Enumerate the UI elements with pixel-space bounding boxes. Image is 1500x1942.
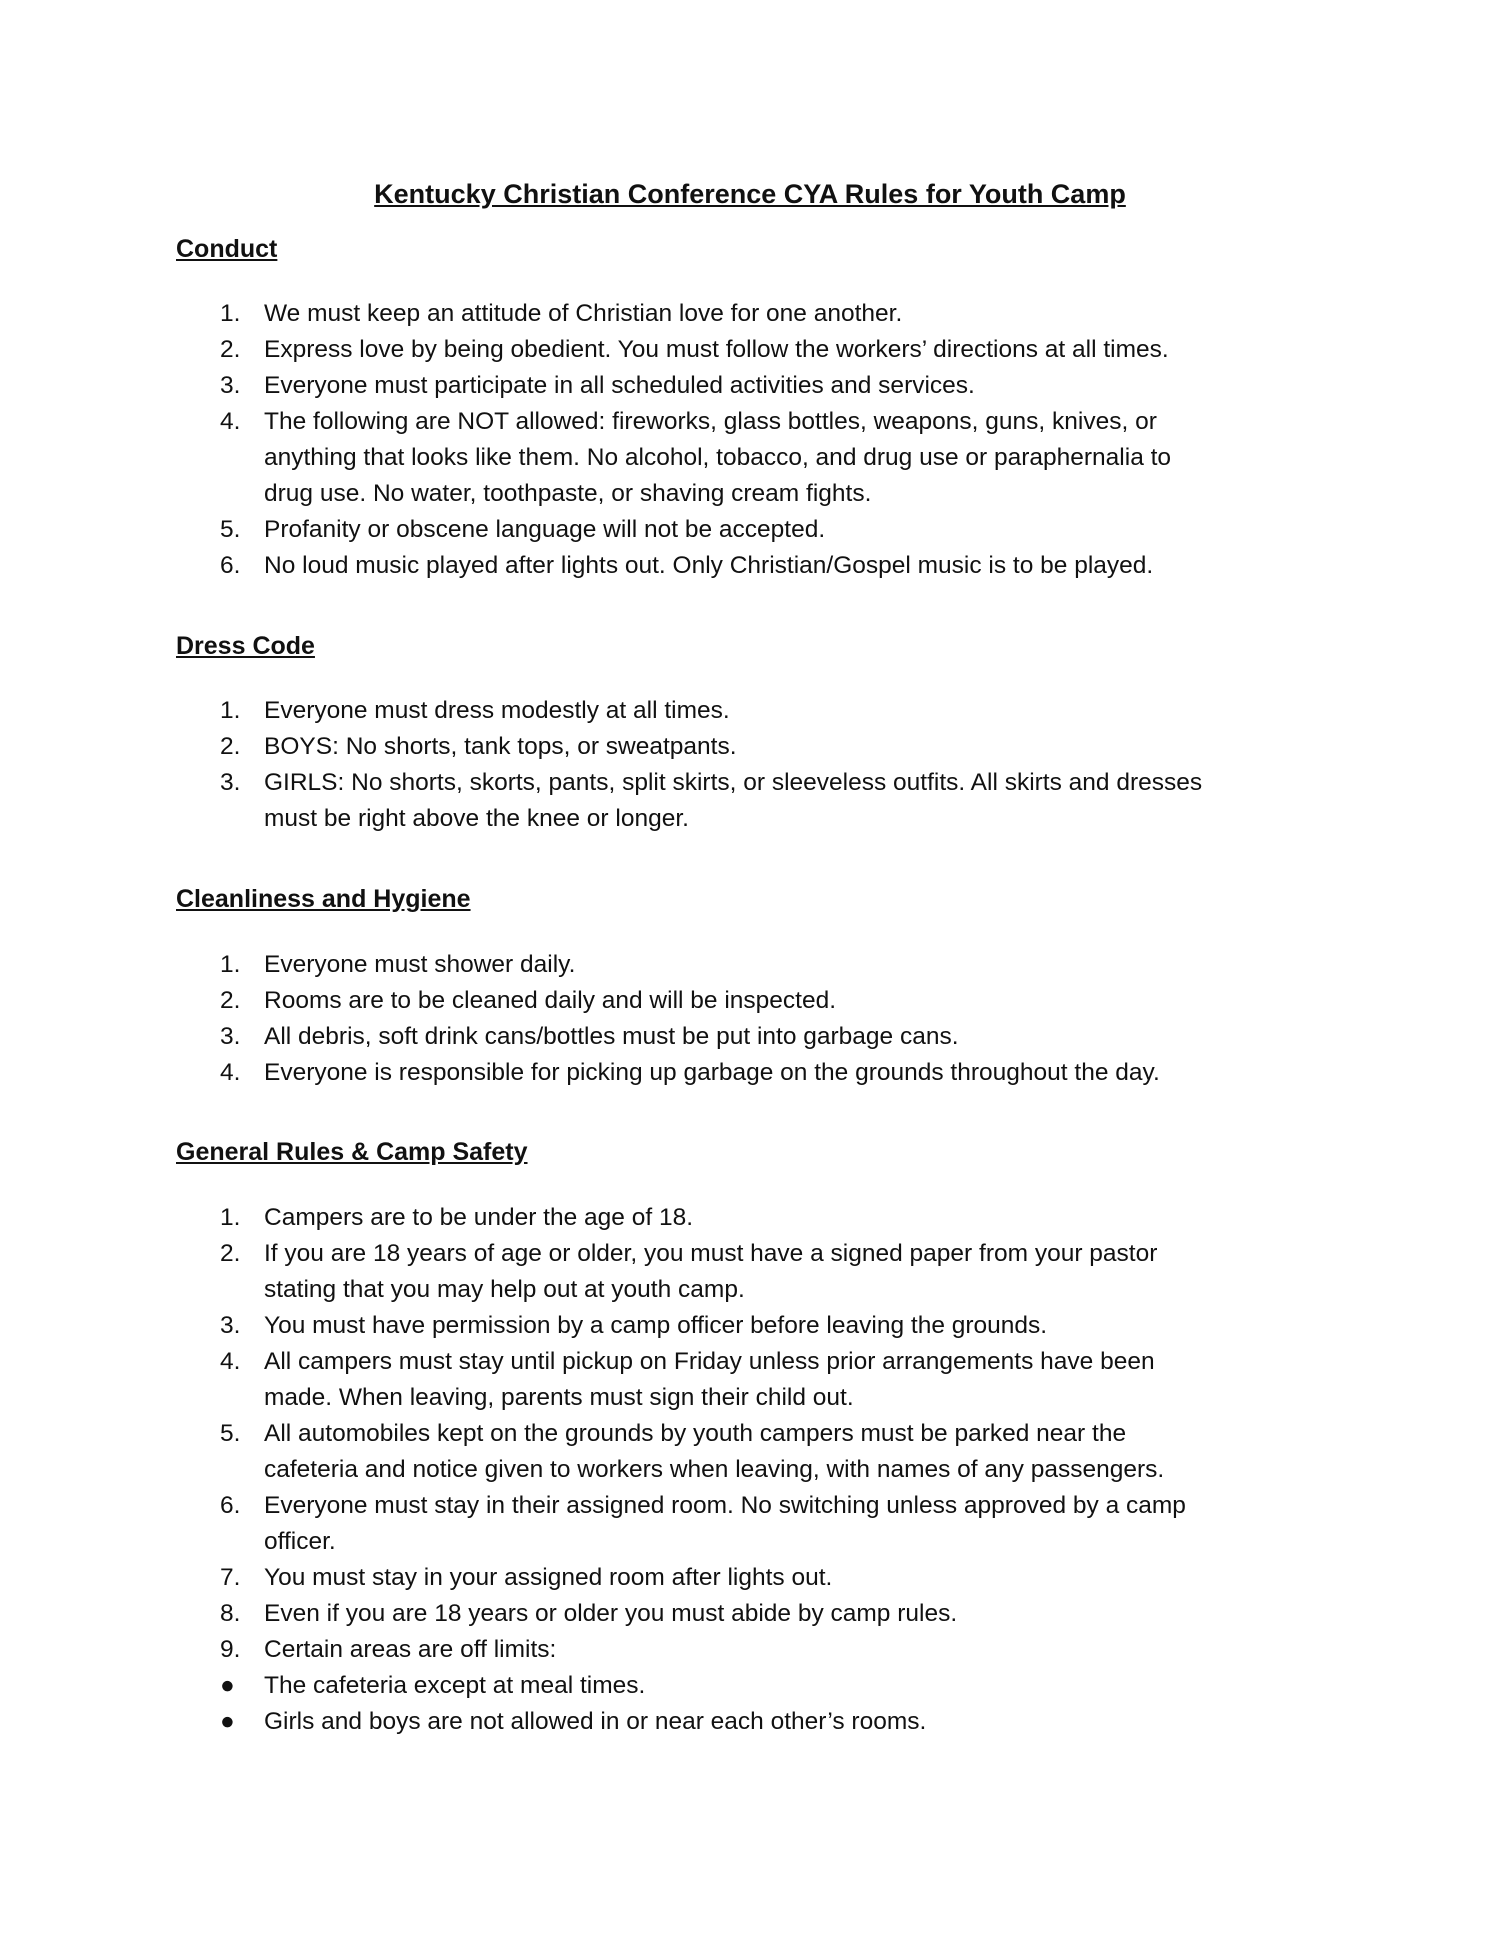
list-item-text: Certain areas are off limits:: [264, 1636, 557, 1663]
section-heading: Conduct: [176, 235, 278, 263]
list-item: [176, 1704, 1356, 1740]
list-number: 2.: [220, 987, 241, 1014]
list-number: 2.: [220, 733, 241, 760]
list-item-text: Profanity or obscene language will not be accepted.: [264, 516, 826, 543]
list-item-text: You must stay in your assigned room after lights out.: [264, 1564, 833, 1591]
list-item: [176, 296, 1356, 332]
rules-list: [176, 1200, 1356, 1740]
list-item-text: must be right above the knee or longer.: [264, 805, 689, 832]
list-item-text: If you are 18 years of age or older, you must have a signed paper from your pastor: [264, 1240, 1158, 1267]
list-item: [176, 1344, 1356, 1416]
list-item: [176, 512, 1356, 548]
list-item: [176, 983, 1356, 1019]
list-item: [176, 1488, 1356, 1560]
list-number: 1.: [220, 300, 241, 327]
bullet-icon: ●: [220, 1708, 235, 1735]
list-item: [176, 332, 1356, 368]
list-item-text: Campers are to be under the age of 18.: [264, 1204, 694, 1231]
list-item-text: Girls and boys are not allowed in or near each other’s rooms.: [264, 1708, 927, 1735]
list-number: 5.: [220, 516, 241, 543]
list-item: [176, 1200, 1356, 1236]
list-item: [176, 765, 1356, 837]
section-heading: Dress Code: [176, 632, 315, 660]
list-item: [176, 1055, 1356, 1091]
list-item-text: Even if you are 18 years or older you must abide by camp rules.: [264, 1600, 958, 1627]
list-item: [176, 693, 1356, 729]
list-item-text: All campers must stay until pickup on Friday unless prior arrangements have been: [264, 1348, 1155, 1375]
list-number: 6.: [220, 552, 241, 579]
list-number: 8.: [220, 1600, 241, 1627]
list-item: [176, 404, 1356, 512]
list-item: [176, 1596, 1356, 1632]
list-item-text: Rooms are to be cleaned daily and will be inspected.: [264, 987, 837, 1014]
list-number: 3.: [220, 372, 241, 399]
document-title: Kentucky Christian Conference CYA Rules for Youth Camp: [374, 179, 1126, 209]
list-number: 2.: [220, 1240, 241, 1267]
list-number: 5.: [220, 1420, 241, 1447]
section-heading: General Rules & Camp Safety: [176, 1138, 528, 1166]
list-item-text: Express love by being obedient. You must follow the workers’ directions at all times.: [264, 336, 1169, 363]
list-item: [176, 1632, 1356, 1668]
list-item: [176, 1560, 1356, 1596]
list-number: 4.: [220, 1059, 241, 1086]
rules-list: [176, 693, 1356, 837]
list-item: [176, 368, 1356, 404]
list-number: 7.: [220, 1564, 241, 1591]
list-number: 1.: [220, 697, 241, 724]
list-item-text: We must keep an attitude of Christian love for one another.: [264, 300, 903, 327]
list-item-text: Everyone must participate in all scheduled activities and services.: [264, 372, 975, 399]
list-number: 9.: [220, 1636, 241, 1663]
list-number: 3.: [220, 769, 241, 796]
list-number: 2.: [220, 336, 241, 363]
list-item-text: You must have permission by a camp officer before leaving the grounds.: [264, 1312, 1048, 1339]
list-item-text: The cafeteria except at meal times.: [264, 1672, 646, 1699]
list-item-text: All automobiles kept on the grounds by youth campers must be parked near the: [264, 1420, 1127, 1447]
list-item: [176, 1416, 1356, 1488]
rules-list: [176, 947, 1356, 1091]
list-item-text: anything that looks like them. No alcohol, tobacco, and drug use or paraphernalia to: [264, 444, 1172, 471]
list-item-text: officer.: [264, 1528, 336, 1555]
list-item-text: GIRLS: No shorts, skorts, pants, split skirts, or sleeveless outfits. All skirts and dresses: [264, 769, 1203, 796]
list-number: 4.: [220, 1348, 241, 1375]
list-number: 4.: [220, 408, 241, 435]
list-item: [176, 548, 1356, 584]
list-item-text: drug use. No water, toothpaste, or shaving cream fights.: [264, 480, 872, 507]
list-item-text: Everyone is responsible for picking up garbage on the grounds throughout the day.: [264, 1059, 1160, 1086]
list-item-text: BOYS: No shorts, tank tops, or sweatpants.: [264, 733, 737, 760]
list-item-text: Everyone must dress modestly at all times.: [264, 697, 730, 724]
list-item-text: All debris, soft drink cans/bottles must be put into garbage cans.: [264, 1023, 959, 1050]
list-item-text: cafeteria and notice given to workers when leaving, with names of any passengers.: [264, 1456, 1165, 1483]
list-item-text: Everyone must stay in their assigned room. No switching unless approved by a camp: [264, 1492, 1186, 1519]
list-item: [176, 729, 1356, 765]
list-number: 1.: [220, 951, 241, 978]
list-item-text: The following are NOT allowed: fireworks, glass bottles, weapons, guns, knives, or: [264, 408, 1157, 435]
list-item-text: made. When leaving, parents must sign their child out.: [264, 1384, 854, 1411]
list-number: 6.: [220, 1492, 241, 1519]
list-item: [176, 1308, 1356, 1344]
list-item: [176, 1019, 1356, 1055]
list-item-text: stating that you may help out at youth camp.: [264, 1276, 745, 1303]
rules-list: [176, 296, 1356, 584]
list-item: [176, 1236, 1356, 1308]
section-heading: Cleanliness and Hygiene: [176, 885, 471, 913]
list-item-text: Everyone must shower daily.: [264, 951, 576, 978]
list-item-text: No loud music played after lights out. Only Christian/Gospel music is to be played.: [264, 552, 1154, 579]
bullet-icon: ●: [220, 1672, 235, 1699]
list-number: 3.: [220, 1312, 241, 1339]
list-item: [176, 1668, 1356, 1704]
list-number: 1.: [220, 1204, 241, 1231]
list-item: [176, 947, 1356, 983]
list-number: 3.: [220, 1023, 241, 1050]
